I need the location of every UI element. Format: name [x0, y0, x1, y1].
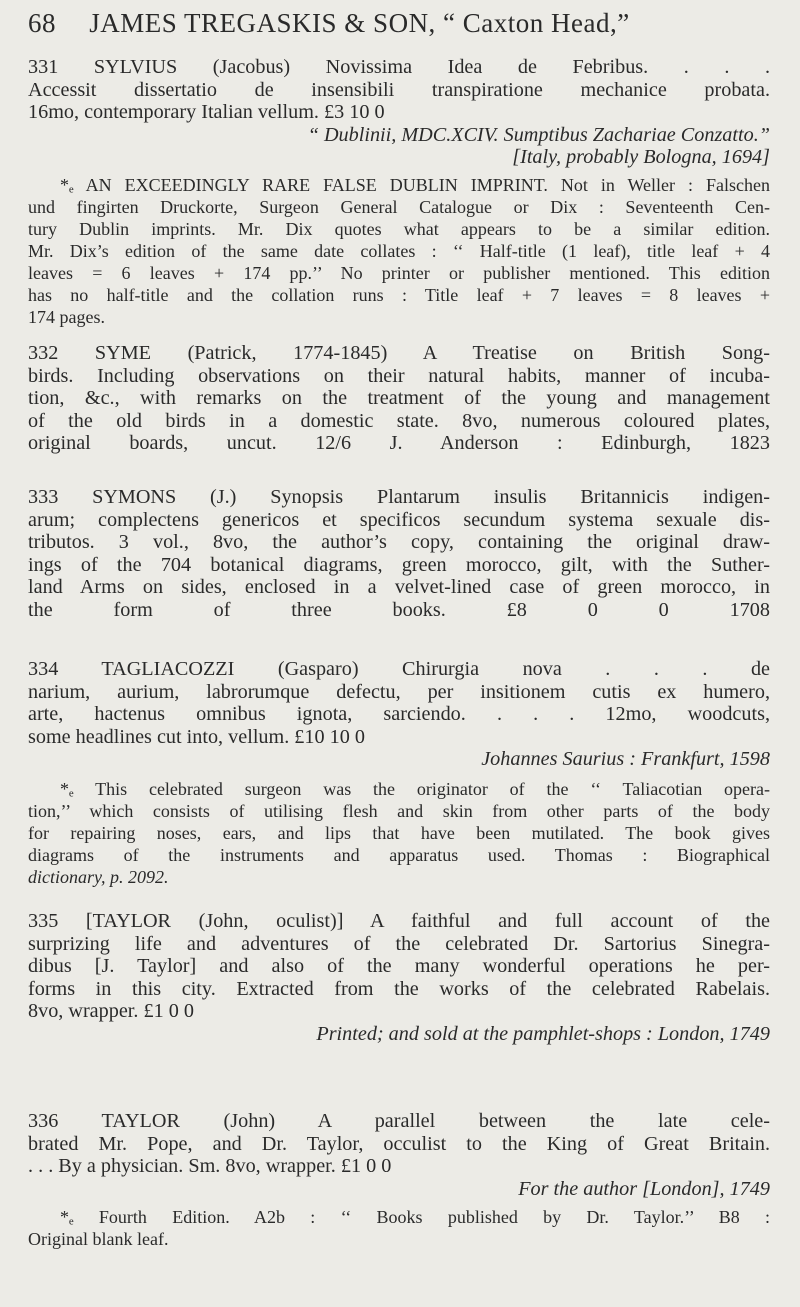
note-line: Mr. Dix’s edition of the same date collates : ‘‘ Half-title (1 leaf), title leaf + 4 — [28, 241, 770, 261]
note-line: *ₑ AN EXCEEDINGLY RARE FALSE DUBLIN IMPRINT. Not in Weller : Falschen — [60, 175, 770, 195]
note-line: tury Dublin imprints. Mr. Dix quotes what appears to be a similar edition. — [28, 219, 770, 239]
note-line: leaves = 6 leaves + 174 pp.’’ No printer or publisher mentioned. This edition — [28, 263, 770, 283]
entry-imprint: [Italy, probably Bologna, 1694] — [512, 146, 770, 169]
note-line: und fingirten Druckorte, Surgeon General Catalogue or Dix : Seventeenth Cen- — [28, 197, 770, 217]
entry-line: tributos. 3 vol., 8vo, the author’s copy, containing the original draw- — [28, 531, 770, 554]
entry-line: original boards, uncut. 12/6 J. Anderson : Edinburgh, 1823 — [28, 432, 770, 455]
running-title: JAMES TREGASKIS & SON, “ Caxton Head,” — [89, 8, 630, 38]
note-line: *ₑ Fourth Edition. A2b : ‘‘ Books published by Dr. Taylor.’’ B8 : — [60, 1207, 770, 1227]
entry-line: 331 SYLVIUS (Jacobus) Novissima Idea de Febribus. . . . — [28, 56, 770, 78]
entry-336 — [28, 1110, 770, 1200]
note-line: 174 pages. — [28, 307, 105, 327]
entry-line: Accessit dissertatio de insensibili transpiratione mechanice probata. — [28, 78, 770, 101]
entry-line: 8vo, wrapper. £1 0 0 — [28, 1000, 194, 1023]
entry-334 — [28, 658, 770, 771]
entry-331 — [28, 56, 770, 169]
page-number: 68 — [28, 8, 56, 38]
entry-line: narium, aurium, labrorumque defectu, per insitionem cutis ex humero, — [28, 680, 770, 703]
note-line: dictionary, p. 2092. — [28, 867, 169, 887]
entry-line: brated Mr. Pope, and Dr. Taylor, occulist to the King of Great Britain. — [28, 1132, 770, 1155]
entry-334-note — [28, 778, 770, 888]
entry-line: the form of three books. £8 0 0 1708 — [28, 598, 770, 621]
entry-333 — [28, 486, 770, 622]
entry-line: birds. Including observations on their natural habits, manner of incuba- — [28, 364, 770, 387]
entry-line: ings of the 704 botanical diagrams, green morocco, gilt, with the Suther- — [28, 553, 770, 576]
entry-332 — [28, 342, 770, 455]
entry-imprint: Johannes Saurius : Frankfurt, 1598 — [481, 748, 770, 771]
entry-line: some headlines cut into, vellum. £10 10 0 — [28, 725, 365, 748]
note-line: *ₑ This celebrated surgeon was the originator of the ‘‘ Taliacotian opera- — [60, 779, 770, 799]
entry-line: 336 TAYLOR (John) A parallel between the late cele- — [28, 1110, 770, 1132]
entry-331-note — [28, 174, 770, 328]
entry-line: land Arms on sides, enclosed in a velvet-lined case of green morocco, in — [28, 576, 770, 599]
note-line: has no half-title and the collation runs : Title leaf + 7 leaves = 8 leaves + — [28, 285, 770, 305]
entry-336-note — [28, 1206, 770, 1250]
entry-line: 334 TAGLIACOZZI (Gasparo) Chirurgia nova . . . de — [28, 658, 770, 680]
entry-line: dibus [J. Taylor] and also of the many wonderful operations he per- — [28, 955, 770, 978]
entry-335 — [28, 910, 770, 1046]
entry-imprint: “ Dublinii, MDC.XCIV. Sumptibus Zachariae Conzatto.” — [307, 123, 770, 146]
entry-line: tion, &c., with remarks on the treatment of the young and management — [28, 387, 770, 410]
entry-line: 333 SYMONS (J.) Synopsis Plantarum insulis Britannicis indigen- — [28, 486, 770, 508]
note-line: diagrams of the instruments and apparatus used. Thomas : Biographical — [28, 845, 770, 865]
entry-line: of the old birds in a domestic state. 8vo, numerous coloured plates, — [28, 409, 770, 432]
entry-line: arte, hactenus omnibus ignota, sarciendo. . . . 12mo, woodcuts, — [28, 703, 770, 726]
entry-imprint: Printed; and sold at the pamphlet-shops : London, 1749 — [316, 1022, 770, 1045]
entry-line: 16mo, contemporary Italian vellum. £3 10 0 — [28, 101, 385, 124]
note-line: tion,’’ which consists of utilising flesh and skin from other parts of the body — [28, 801, 770, 821]
note-line: for repairing noses, ears, and lips that have been mutilated. The book gives — [28, 823, 770, 843]
entry-line: . . . By a physician. Sm. 8vo, wrapper. £1 0 0 — [28, 1155, 392, 1178]
note-line: Original blank leaf. — [28, 1229, 169, 1249]
page-header — [28, 8, 788, 39]
entry-line: 332 SYME (Patrick, 1774-1845) A Treatise on British Song- — [28, 342, 770, 364]
entry-line: arum; complectens genericos et specificos secundum systema sexuale dis- — [28, 508, 770, 531]
entry-imprint: For the author [London], 1749 — [518, 1177, 770, 1200]
entry-line: 335 [TAYLOR (John, oculist)] A faithful and full account of the — [28, 910, 770, 932]
entry-line: surprizing life and adventures of the celebrated Dr. Sartorius Sinegra- — [28, 932, 770, 955]
entry-line: forms in this city. Extracted from the works of the celebrated Rabelais. — [28, 977, 770, 1000]
